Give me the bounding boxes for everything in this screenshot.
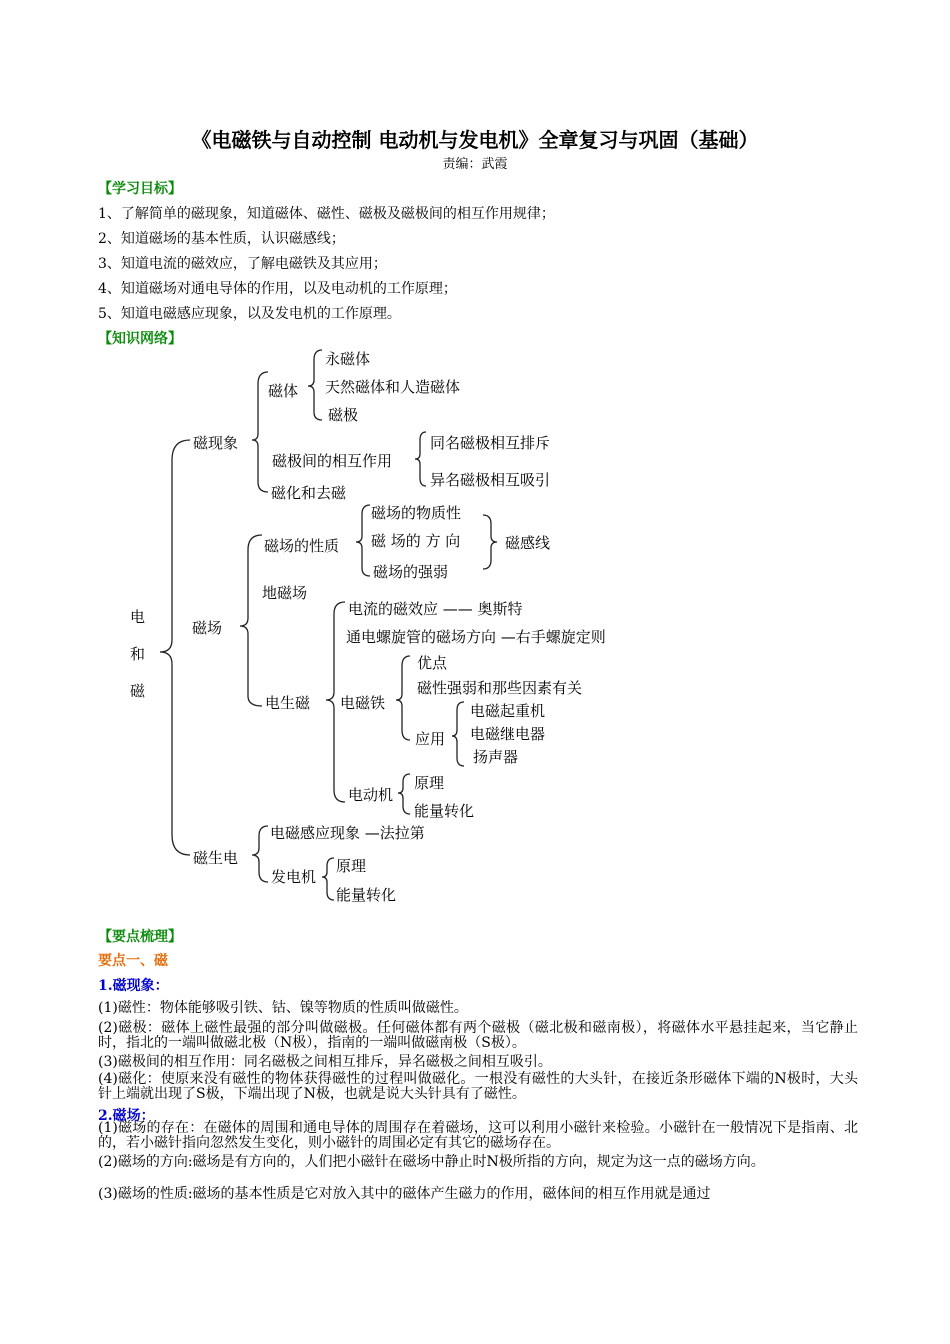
points-heading: 【要点梳理】 [98, 929, 182, 945]
tree-node-earth-field: 地磁场 [262, 584, 308, 602]
tree-root-char: 和 [130, 645, 146, 663]
paragraph: (2)磁场的方向:磁场是有方向的，人们把小磁针在磁场中静止时N极所指的方向，规定为这一点的磁场方向。 [98, 1154, 765, 1170]
tree-node-field: 磁场 [192, 619, 223, 637]
paragraph: (2)磁极：磁体上磁性最强的部分叫做磁极。任何磁体都有两个磁极（磁北极和磁南极），将磁体水平悬挂起来，当它静止时，指北的一端叫做磁北极（N极），指南的一端叫做磁南极（S极）。 [98, 1020, 858, 1051]
tree-node-electromagnet: 电磁铁 [340, 694, 386, 712]
goal-item: 2、知道磁场的基本性质，认识磁感线； [98, 231, 345, 247]
tree-leaf: 电磁继电器 [470, 725, 546, 743]
paragraph: (4)磁化：使原来没有磁性的物体获得磁性的过程叫做磁化。一根没有磁性的大头针，在接近条形磁体下端的N极时，大头针上端就出现了S极，下端出现了N极，也就是说大头针具有了磁性。 [98, 1071, 858, 1102]
goals-heading: 【学习目标】 [98, 181, 182, 197]
paragraph: (3)磁极间的相互作用：同名磁极之间相互排斥，异名磁极之间相互吸引。 [98, 1054, 552, 1070]
tree-leaf: 能量转化 [336, 886, 397, 904]
tree-node-magnetize: 磁化和去磁 [271, 484, 347, 502]
tree-leaf: 同名磁极相互排斥 [430, 434, 551, 452]
tree-leaf: 电流的磁效应 —— 奥斯特 [348, 600, 523, 618]
subsection-heading: 2.磁场： [98, 1108, 155, 1124]
point-one-heading: 要点一、磁 [98, 953, 168, 969]
tree-node-field-lines: 磁感线 [505, 534, 551, 552]
page-title: 《电磁铁与自动控制 电动机与发电机》全章复习与巩固（基础） [191, 128, 759, 152]
tree-node-induction: 磁生电 [193, 849, 239, 867]
tree-leaf: 磁极 [328, 406, 359, 424]
tree-leaf: 电磁起重机 [470, 702, 546, 720]
network-heading: 【知识网络】 [98, 331, 182, 347]
tree-node-elec-to-mag: 电生磁 [265, 694, 311, 712]
tree-leaf: 磁 场的 方 向 [371, 532, 461, 550]
tree-node-magnet: 磁体 [268, 382, 299, 400]
tree-leaf: 原理 [336, 857, 367, 875]
tree-root-char: 磁 [130, 682, 146, 700]
tree-leaf: 原理 [414, 774, 445, 792]
tree-leaf: 通电螺旋管的磁场方向 —右手螺旋定则 [346, 628, 606, 646]
goal-item: 3、知道电流的磁效应，了解电磁铁及其应用； [98, 256, 387, 272]
goal-item: 1、了解简单的磁现象，知道磁体、磁性、磁极及磁极间的相互作用规律； [98, 206, 555, 222]
tree-node-pole-interaction: 磁极间的相互作用 [272, 452, 393, 470]
tree-leaf: 磁性强弱和那些因素有关 [417, 679, 583, 697]
tree-node-field-props: 磁场的性质 [264, 537, 340, 555]
tree-leaf: 优点 [417, 654, 448, 672]
paragraph: (3)磁场的性质:磁场的基本性质是它对放入其中的磁体产生磁力的作用，磁体间的相互作用就是通过 [98, 1186, 711, 1202]
tree-node-application: 应用 [415, 730, 446, 748]
tree-leaf: 磁场的强弱 [373, 563, 449, 581]
paragraph: (1)磁场的存在：在磁体的周围和通电导体的周围存在着磁场，这可以利用小磁针来检验。小磁针在一般情况下是指南、北的，若小磁针指向忽然发生变化，则小磁针的周围必定有其它的磁场存在。 [98, 1120, 858, 1151]
tree-root-char: 电 [130, 608, 146, 626]
tree-node-generator: 发电机 [271, 868, 317, 886]
tree-leaf: 扬声器 [473, 748, 519, 766]
tree-node-phenomenon: 磁现象 [193, 434, 239, 452]
tree-leaf: 永磁体 [325, 350, 371, 368]
tree-leaf: 能量转化 [414, 802, 475, 820]
goal-item: 4、知道磁场对通电导体的作用，以及电动机的工作原理； [98, 281, 457, 297]
goal-item: 5、知道电磁感应现象，以及发电机的工作原理。 [98, 306, 401, 322]
tree-leaf: 异名磁极相互吸引 [430, 471, 551, 489]
tree-leaf: 天然磁体和人造磁体 [325, 378, 461, 396]
subsection-heading: 1.磁现象： [98, 978, 169, 994]
tree-node-motor: 电动机 [348, 786, 394, 804]
paragraph: (1)磁性：物体能够吸引铁、钴、镍等物质的性质叫做磁性。 [98, 1000, 468, 1016]
tree-node-em-induction: 电磁感应现象 —法拉第 [270, 824, 425, 842]
editor-line: 责编：武霞 [442, 157, 508, 172]
tree-leaf: 磁场的物质性 [371, 504, 462, 522]
